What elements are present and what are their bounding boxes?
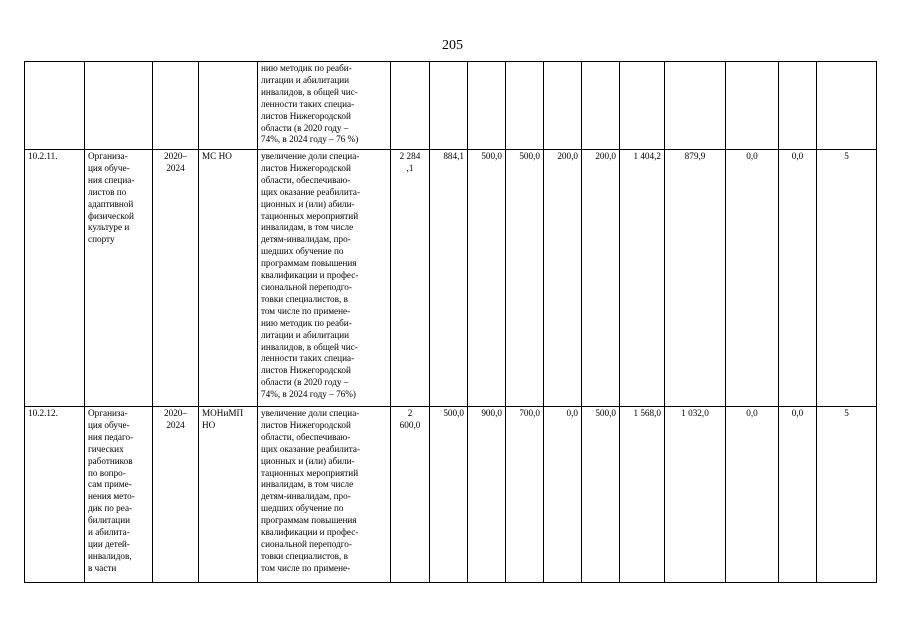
value-cell: 879,9 <box>665 150 726 407</box>
value-cell: 5 <box>817 150 877 407</box>
value-cell <box>817 62 877 150</box>
value-cell: 500,0 <box>506 150 544 407</box>
result-cell: нию методик по реаби- литации и абилитации инвалидов, в общей чис- ленности таких специа- листов Нижегородской области (в 2020 году – 74%, в 2024 году – 76 %) <box>258 62 391 150</box>
program-table <box>24 61 877 583</box>
value-cell: 1 032,0 <box>665 407 726 583</box>
value-cell <box>544 62 582 150</box>
value-cell: 1 568,0 <box>620 407 665 583</box>
value-cell: 200,0 <box>582 150 620 407</box>
result-cell: увеличение доли специа- листов Нижегородской области, обеспечиваю- щих оказание реабилита- ционных и (или) абили- тационных мероприятий инвалидам, в том числе детям-инвалидам, про- шедших обучение по программам повышения квалификации и профес- сиональной переподго- товки специалистов, в том числе по примене- <box>258 407 391 583</box>
value-cell: 500,0 <box>582 407 620 583</box>
measure-name-cell <box>85 62 153 150</box>
measure-name-cell: Организа- ция обуче- ния педаго- гических работников по вопро- сам приме- нения мето- дик по реа- билитации и абилита- ции детей- инвалидов, в части <box>85 407 153 583</box>
executor-cell: МОНиМП НО <box>199 407 258 583</box>
period-cell: 2020– 2024 <box>153 407 199 583</box>
value-cell <box>430 62 468 150</box>
page-number: 205 <box>442 38 463 53</box>
value-cell: 200,0 <box>544 150 582 407</box>
table-row <box>25 407 877 583</box>
value-cell: 0,0 <box>779 407 817 583</box>
value-cell: 5 <box>817 407 877 583</box>
period-cell: 2020– 2024 <box>153 150 199 407</box>
value-cell <box>665 62 726 150</box>
table-row <box>25 62 877 150</box>
result-cell: увеличение доли специа- листов Нижегородской области, обеспечиваю- щих оказание реабилита- ционных и (или) абили- тационных мероприятий инвалидам, в том числе детям-инвалидам, про- шедших обучение по программам повышения квалификации и профес- сиональной переподго- товки специалистов, в том числе по примене- нию методик по реаби- литации и абилитации инвалидов, в общей чис- ленности таких специа- листов Нижегородской области (в 2020 году – 74%, в 2024 году – 76%) <box>258 150 391 407</box>
value-cell: 2 284 ,1 <box>391 150 430 407</box>
value-cell: 900,0 <box>468 407 506 583</box>
value-cell <box>468 62 506 150</box>
value-cell: 884,1 <box>430 150 468 407</box>
value-cell: 1 404,2 <box>620 150 665 407</box>
value-cell: 500,0 <box>468 150 506 407</box>
value-cell: 0,0 <box>544 407 582 583</box>
row-number-cell: 10.2.11. <box>25 150 85 407</box>
value-cell <box>391 62 430 150</box>
value-cell <box>582 62 620 150</box>
row-number-cell <box>25 62 85 150</box>
value-cell: 0,0 <box>726 407 779 583</box>
value-cell: 0,0 <box>726 150 779 407</box>
measure-name-cell: Организа- ция обуче- ния специа- листов по адаптивной физической культуре и спорту <box>85 150 153 407</box>
value-cell <box>726 62 779 150</box>
row-number-cell: 10.2.12. <box>25 407 85 583</box>
value-cell: 700,0 <box>506 407 544 583</box>
executor-cell <box>199 62 258 150</box>
period-cell <box>153 62 199 150</box>
value-cell: 500,0 <box>430 407 468 583</box>
value-cell: 2 600,0 <box>391 407 430 583</box>
value-cell: 0,0 <box>779 150 817 407</box>
value-cell <box>620 62 665 150</box>
value-cell <box>506 62 544 150</box>
value-cell <box>779 62 817 150</box>
table-row <box>25 150 877 407</box>
executor-cell: МС НО <box>199 150 258 407</box>
